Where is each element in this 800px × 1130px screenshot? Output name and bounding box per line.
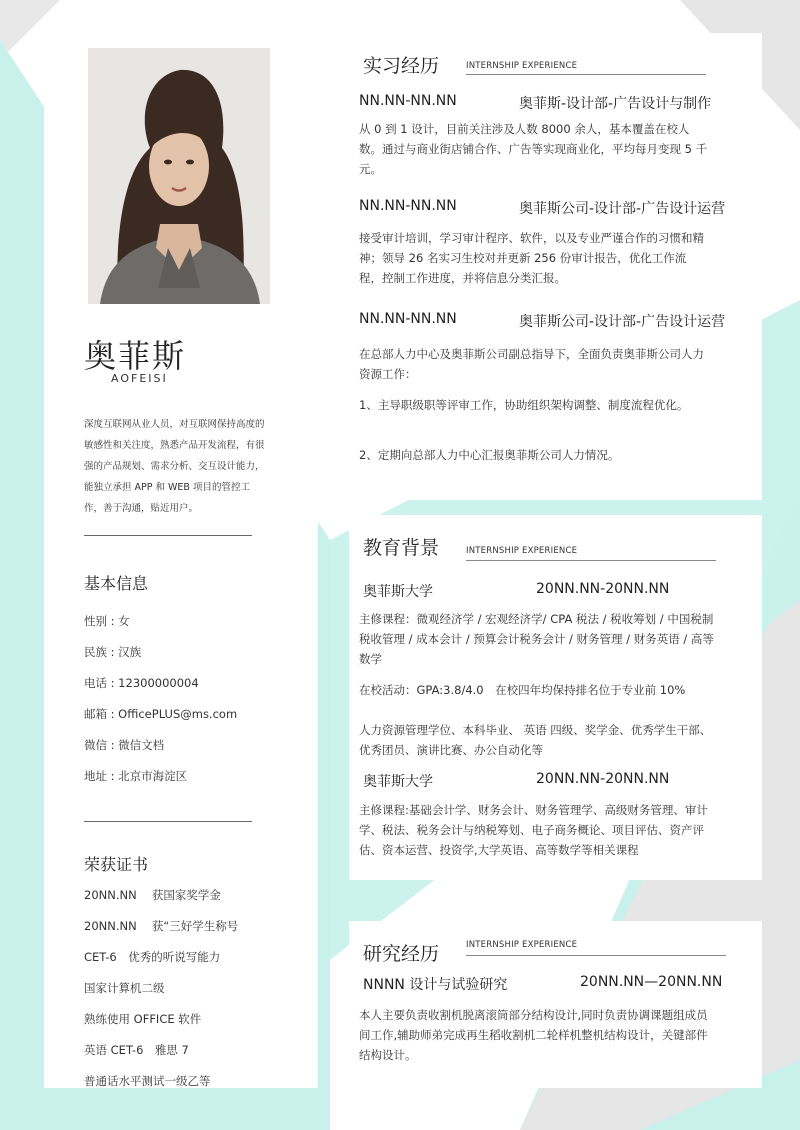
entry-date: 20NN.NN—20NN.NN <box>580 974 723 990</box>
basic-info-ethnicity: 民族 : 汉族 <box>84 645 142 659</box>
divider <box>84 535 252 536</box>
award-item: 20NN.NN 获国家奖学金 <box>84 888 221 902</box>
education-heading: 教育背景 <box>363 537 440 559</box>
research-title: NNNN 设计与试验研究 <box>363 977 508 993</box>
profile-intro: 深度互联网从业人员，对互联网保持高度的敏感性和关注度，熟悉产品开发流程，有很强的产品规划、需求分析、交互设计能力，能独立承担 APP 和 WEB 项目的管控工作，善于沟通，贴近用户。 <box>84 419 265 514</box>
entry-description: 从 0 到 1 设计，目前关注涉及人数 8000 余人，基本覆盖在校人数。通过与商业街店铺合作、广告等实现商业化，平均每月变现 5 千元。 <box>359 122 708 176</box>
award-item: CET-6 优秀的听说写能力 <box>84 950 221 964</box>
school-honors: 人力资源管理学位、本科毕业、 英语 四级、奖学金、优秀学生干部、优秀团员、演讲比赛、办公自动化等 <box>359 723 712 757</box>
courses: 主修课程：微观经济学 / 宏观经济学/ CPA 税法 / 税收筹划 / 中国税制 税收管理 / 成本会计 / 预算会计税务会计 / 财务管理 / 财务英语 / 高等数学 <box>359 612 714 666</box>
profile-photo <box>88 48 270 304</box>
award-item: 20NN.NN 获“三好学生称号 <box>84 919 239 933</box>
entry-title: 奥菲斯公司-设计部-广告设计运营 <box>519 201 726 217</box>
entry-point: 2、定期向总部人力中心汇报奥菲斯公司人力情况。 <box>359 448 620 462</box>
research-section <box>349 921 762 1088</box>
award-item: 英语 CET-6 雅思 7 <box>84 1043 189 1057</box>
entry-title: 奥菲斯-设计部-广告设计与制作 <box>519 96 712 112</box>
award-item: 普通话水平测试一级乙等 <box>84 1074 211 1088</box>
research-heading: 研究经历 <box>363 943 440 965</box>
entry-description: 接受审计培训，学习审计程序、软件，以及专业严谨合作的习惯和精神；领导 26 名实习生校对并更新 256 份审计报告，优化工作流程，控制工作进度，并将信息分类汇报。 <box>359 231 704 285</box>
basic-info-phone: 电话 : 12300000004 <box>84 676 199 690</box>
internship-section <box>349 33 762 500</box>
award-item: 国家计算机二级 <box>84 981 165 995</box>
basic-info-heading: 基本信息 <box>84 574 149 593</box>
internship-heading: 实习经历 <box>363 55 440 77</box>
basic-info-gender: 性别 : 女 <box>84 614 130 628</box>
heading-rule <box>466 955 726 956</box>
entry-date: NN.NN-NN.NN <box>359 311 457 327</box>
person-name: 奥菲斯 <box>84 337 187 375</box>
entry-date: NN.NN-NN.NN <box>359 198 457 214</box>
research-description: 本人主要负责收割机脱离滚筒部分结构设计,同时负责协调课题组成员间工作,辅助师弟完成再生稻收割机二轮样机整机结构设计，关键部件结构设计。 <box>359 1008 708 1062</box>
basic-info-email: 邮箱 : OfficePLUS@ms.com <box>84 707 238 721</box>
entry-point: 1、主导职级职等评审工作，协助组织架构调整、制度流程优化。 <box>359 398 689 412</box>
basic-info-wechat: 微信 : 微信文档 <box>84 738 165 752</box>
person-name-en: AOFEISI <box>111 372 168 385</box>
entry-date: NN.NN-NN.NN <box>359 93 457 109</box>
award-item: 熟练使用 OFFICE 软件 <box>84 1012 202 1026</box>
awards-heading: 荣获证书 <box>84 855 149 874</box>
courses: 主修课程:基础会计学、财务会计、财务管理学、高级财务管理、审计学、税法、税务会计与纳税筹划、电子商务概论、项目评估、资产评估、资本运营、投资学,大学英语、高等数学等相关课程 <box>359 803 708 857</box>
education-section <box>349 515 762 880</box>
entry-date: 20NN.NN-20NN.NN <box>536 771 670 787</box>
entry-description: 在总部人力中心及奥菲斯公司副总指导下，全面负责奥菲斯公司人力资源工作： <box>359 347 704 381</box>
entry-date: 20NN.NN-20NN.NN <box>536 581 670 597</box>
school-name: 奥菲斯大学 <box>363 774 433 790</box>
research-subtitle: INTERNSHIP EXPERIENCE <box>466 940 578 950</box>
entry-title: 奥菲斯公司-设计部-广告设计运营 <box>519 314 726 330</box>
divider <box>84 821 252 822</box>
education-subtitle: INTERNSHIP EXPERIENCE <box>466 546 578 556</box>
basic-info-address: 地址 : 北京市海淀区 <box>84 769 188 783</box>
school-name: 奥菲斯大学 <box>363 584 433 600</box>
school-activity: 在校活动：GPA:3.8/4.0 在校四年均保持排名位于专业前 10% <box>359 683 686 697</box>
internship-subtitle: INTERNSHIP EXPERIENCE <box>466 61 578 71</box>
profile-card <box>44 33 318 1088</box>
heading-rule <box>466 560 716 561</box>
heading-rule <box>466 74 706 75</box>
